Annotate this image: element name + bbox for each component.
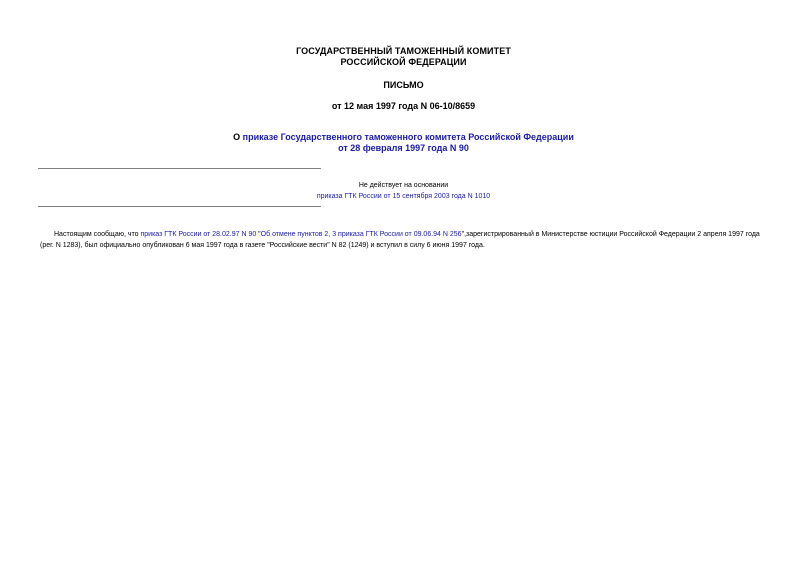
body-link-order[interactable]: приказ ГТК России от 28.02.97 N 90 (140, 231, 257, 238)
document-type: ПИСЬМО (383, 80, 424, 90)
subject-link-line-1[interactable]: приказе Государственного таможенного комитета Российской Федерации (242, 132, 574, 142)
document-subject (0, 132, 807, 154)
body-text-2: " (256, 231, 261, 238)
authority-line-2: РОССИЙСКОЙ ФЕДЕРАЦИИ (340, 57, 467, 67)
subject-prefix: О (233, 132, 243, 142)
body-link-cancel-points[interactable]: Об отмене пунктов 2, 3 приказа ГТК России от 09.06.94 N 256 (260, 231, 462, 238)
subject-link-line-2[interactable]: от 28 февраля 1997 года N 90 (338, 143, 469, 153)
divider-top (38, 168, 321, 169)
document-date-number: от 12 мая 1997 года N 06-10/8659 (331, 101, 476, 111)
body-text-3: ",зарегистрированный в Министерстве юстиции Российской Федерации 2 апреля 1997 года (рег. N 1283), был официально опубликован 6 мая 1997 года в газете "Российские вести" N 82 (1249) и вступил в силу 6 июня 1997 года. (40, 231, 760, 249)
divider-bottom (38, 206, 321, 207)
issuing-authority (0, 46, 807, 68)
authority-line-1: ГОСУДАРСТВЕННЫЙ ТАМОЖЕННЫЙ КОМИТЕТ (296, 46, 511, 56)
body-text-1: Настоящим сообщаю, что (54, 231, 141, 238)
status-note (0, 180, 807, 202)
status-text: Не действует на основании (358, 182, 449, 189)
body-paragraph (40, 229, 770, 251)
status-link[interactable]: приказа ГТК России от 15 сентября 2003 года N 1010 (316, 193, 491, 200)
